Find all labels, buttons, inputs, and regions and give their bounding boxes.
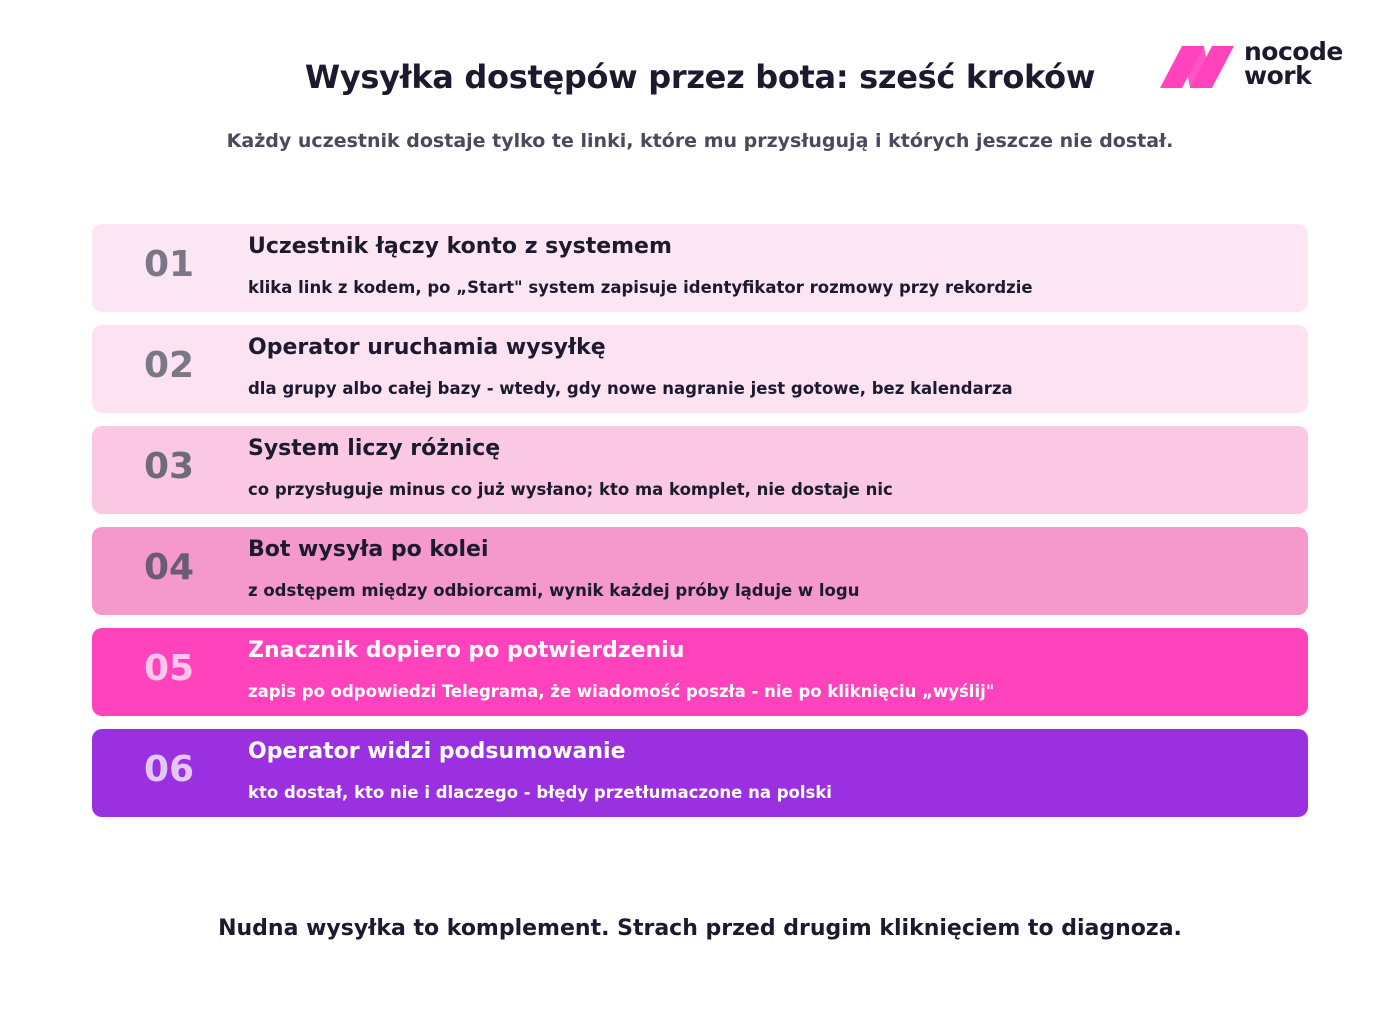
page-subtitle: Każdy uczestnik dostaje tylko te linki, które mu przysługują i których jeszcze nie dostał. <box>226 130 1174 152</box>
step-card-3 <box>92 426 1308 514</box>
step-description: kto dostał, kto nie i dlaczego - błędy przetłumaczone na polski <box>248 783 832 802</box>
step-card-4 <box>92 527 1308 615</box>
step-number: 05 <box>144 648 195 689</box>
step-title: Operator widzi podsumowanie <box>248 739 626 764</box>
step-description: zapis po odpowiedzi Telegrama, że wiadomość poszła - nie po kliknięciu „wyślij" <box>248 682 995 701</box>
step-title: System liczy różnicę <box>248 436 501 461</box>
logo-text <box>1244 37 1343 90</box>
step-number: 02 <box>144 345 195 386</box>
step-title: Znacznik dopiero po potwierdzeniu <box>248 638 685 663</box>
step-description: z odstępem między odbiorcami, wynik każdej próby ląduje w logu <box>248 581 860 600</box>
logo-mark-icon <box>1160 42 1236 90</box>
step-number: 03 <box>144 446 195 487</box>
footer-note: Nudna wysyłka to komplement. Strach przed drugim kliknięciem to diagnoza. <box>218 916 1182 941</box>
step-title: Operator uruchamia wysyłkę <box>248 335 606 360</box>
logo-text-line-2: work <box>1244 61 1312 90</box>
step-title: Uczestnik łączy konto z systemem <box>248 234 672 259</box>
logo <box>1160 37 1360 96</box>
steps-list <box>92 224 1308 830</box>
step-card-2 <box>92 325 1308 413</box>
step-description: klika link z kodem, po „Start" system zapisuje identyfikator rozmowy przy rekordzie <box>248 278 1033 297</box>
logo-text-line-1: nocode <box>1244 37 1343 66</box>
page-title: Wysyłka dostępów przez bota: sześć kroków <box>304 58 1096 96</box>
step-number: 01 <box>144 244 195 285</box>
step-number: 06 <box>144 749 195 790</box>
step-number: 04 <box>144 547 195 588</box>
step-card-6 <box>92 729 1308 817</box>
step-title: Bot wysyła po kolei <box>248 537 489 562</box>
step-card-1 <box>92 224 1308 312</box>
step-card-5 <box>92 628 1308 716</box>
step-description: co przysługuje minus co już wysłano; kto ma komplet, nie dostaje nic <box>248 480 893 499</box>
step-description: dla grupy albo całej bazy - wtedy, gdy nowe nagranie jest gotowe, bez kalendarza <box>248 379 1013 398</box>
